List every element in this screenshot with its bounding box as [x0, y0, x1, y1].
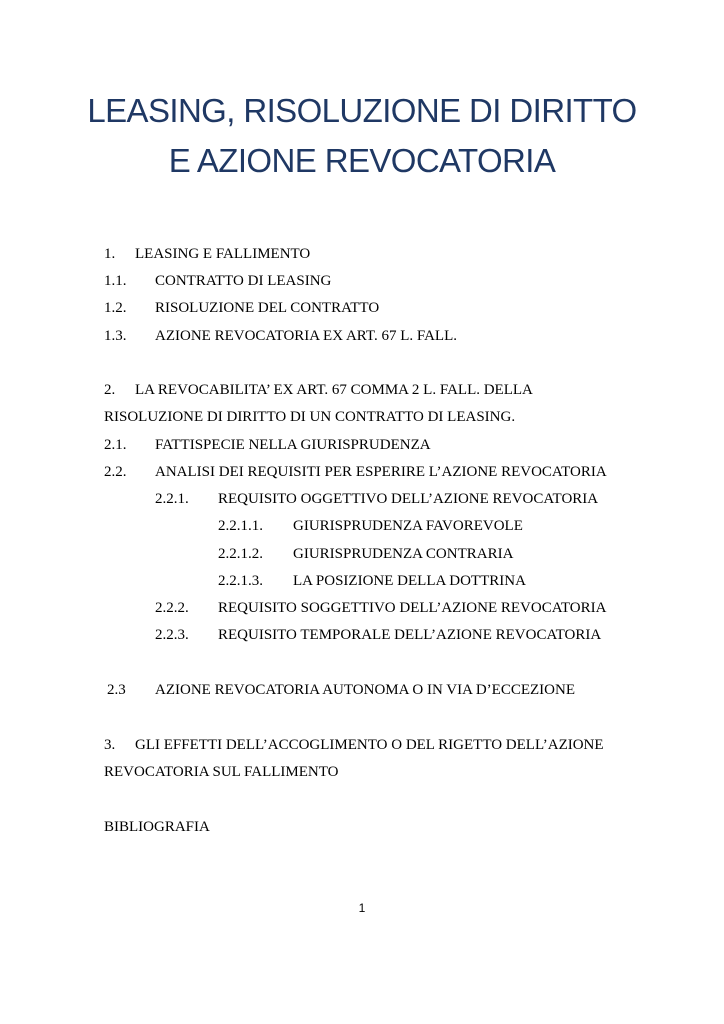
toc-entry-number: 2.1. [104, 437, 127, 453]
toc-entry-number: 2.2.3. [155, 627, 189, 643]
toc-entry-bibliography: BIBLIOGRAFIA [104, 819, 210, 835]
title-line-2: E AZIONE REVOCATORIA [168, 142, 556, 179]
toc-entry-number: 1.3. [104, 328, 127, 344]
toc-entry-text: REQUISITO SOGGETTIVO DELL’AZIONE REVOCATORIA [218, 600, 607, 616]
toc-entry-text: LA POSIZIONE DELLA DOTTRINA [293, 573, 526, 589]
toc-entry-text: GLI EFFETTI DELL’ACCOGLIMENTO O DEL RIGETTO DELL’AZIONE [135, 737, 604, 753]
toc-entry-text: LA REVOCABILITA’ EX ART. 67 COMMA 2 L. FALL. DELLA [135, 382, 533, 398]
toc-entry-2-continuation: RISOLUZIONE DI DIRITTO DI UN CONTRATTO DI LEASING. [104, 409, 516, 425]
toc-entry-number: 1.2. [104, 300, 127, 316]
toc-entry-text: REQUISITO TEMPORALE DELL’AZIONE REVOCATORIA [218, 627, 602, 643]
toc-entry-text: GIURISPRUDENZA CONTRARIA [293, 546, 514, 562]
toc-entry-number: 2. [104, 382, 116, 398]
toc-entry-text: GIURISPRUDENZA FAVOREVOLE [293, 518, 523, 534]
toc-entry-text: FATTISPECIE NELLA GIURISPRUDENZA [155, 437, 431, 453]
toc-entry-number: 2.2. [104, 464, 127, 480]
page-number: 1 [358, 901, 366, 915]
toc-entry-number: 3. [104, 737, 116, 753]
title-line-1: LEASING, RISOLUZIONE DI DIRITTO [87, 92, 637, 129]
toc-entry-text: AZIONE REVOCATORIA AUTONOMA O IN VIA D’ECCEZIONE [155, 682, 575, 698]
toc-entry-number: 1.1. [104, 273, 127, 289]
toc-entry-text: REQUISITO OGGETTIVO DELL’AZIONE REVOCATORIA [218, 491, 599, 507]
toc-entry-text: AZIONE REVOCATORIA EX ART. 67 L. FALL. [155, 328, 458, 344]
document-title [0, 86, 724, 186]
toc-entry-number: 2.2.1.1. [218, 518, 263, 534]
toc-entry-text: LEASING E FALLIMENTO [135, 246, 311, 262]
toc-entry-text: CONTRATTO DI LEASING [155, 273, 332, 289]
toc-entry-number: 2.2.1. [155, 491, 189, 507]
toc-entry-number: 2.2.1.2. [218, 546, 263, 562]
toc-entry-text: RISOLUZIONE DEL CONTRATTO [155, 300, 380, 316]
toc-entry-3-continuation: REVOCATORIA SUL FALLIMENTO [104, 764, 339, 780]
toc-entry-number: 2.3 [107, 682, 126, 698]
toc-entry-number: 1. [104, 246, 116, 262]
toc-entry-number: 2.2.1.3. [218, 573, 263, 589]
toc-entry-number: 2.2.2. [155, 600, 189, 616]
toc-entry-text: ANALISI DEI REQUISITI PER ESPERIRE L’AZIONE REVOCATORIA [155, 464, 607, 480]
